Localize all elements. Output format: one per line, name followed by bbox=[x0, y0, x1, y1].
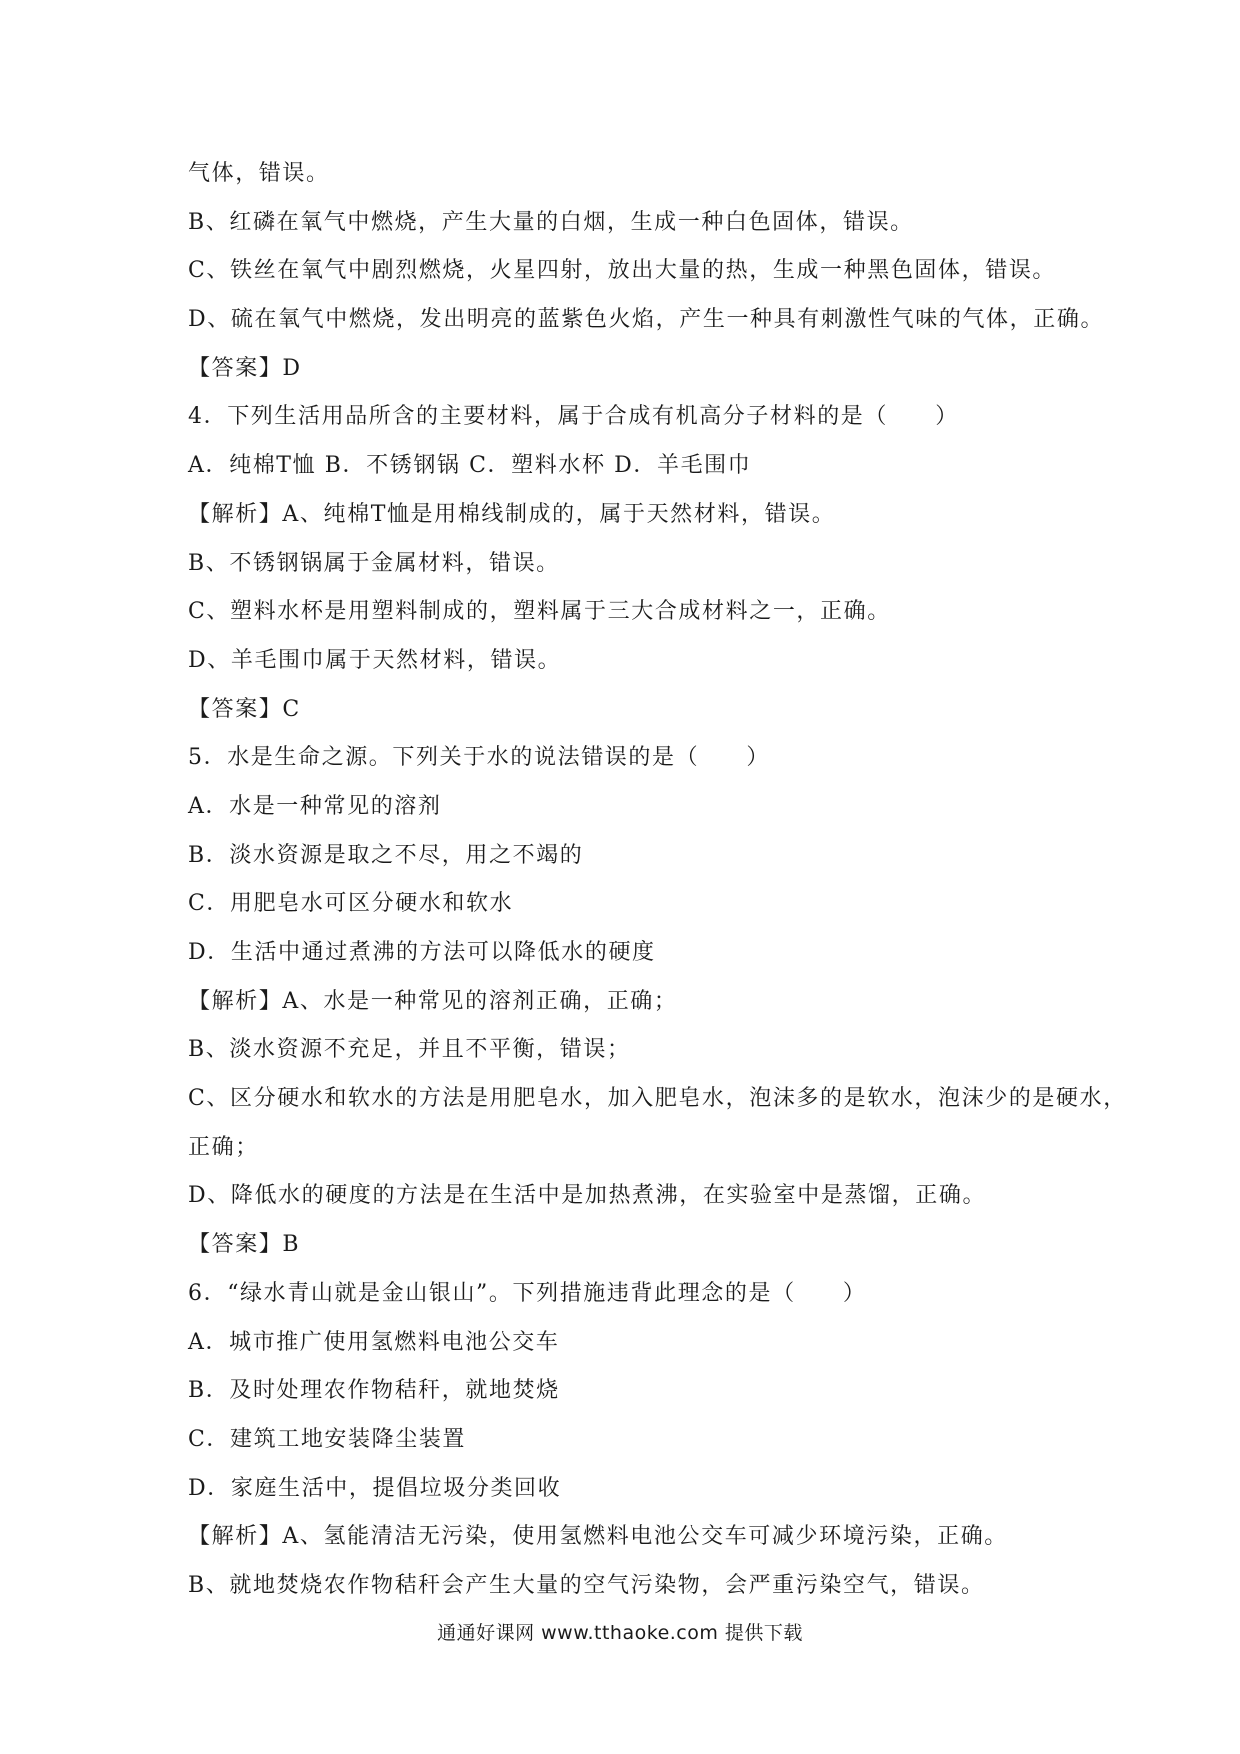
question-5-option-d: D．生活中通过煮沸的方法可以降低水的硬度 bbox=[188, 940, 656, 965]
question-4-options: A．纯棉T恤 B．不锈钢锅 C．塑料水杯 D．羊毛围巾 bbox=[188, 453, 752, 479]
analysis-line: 【解析】A、氢能清洁无污染，使用氢燃料电池公交车可减少环境污染，正确。 bbox=[188, 1524, 1008, 1550]
document-body bbox=[188, 150, 1127, 1611]
text-line: B、不锈钢锅属于金属材料，错误。 bbox=[188, 550, 560, 576]
question-6-option-a: A．城市推广使用氢燃料电池公交车 bbox=[188, 1329, 560, 1355]
text-line: 气体，错误。 bbox=[188, 161, 330, 186]
text-line: C、区分硬水和软水的方法是用肥皂水，加入肥皂水，泡沫多的是软水，泡沫少的是硬水， bbox=[188, 1086, 1127, 1112]
question-6-option-b: B．及时处理农作物秸秆，就地焚烧 bbox=[188, 1378, 560, 1404]
question-6-option-c: C．建筑工地安装降尘装置 bbox=[188, 1426, 467, 1452]
analysis-line: 【解析】A、纯棉T恤是用棉线制成的，属于天然材料，错误。 bbox=[188, 501, 836, 527]
text-line: D、硫在氧气中燃烧，发出明亮的蓝紫色火焰，产生一种具有刺激性气味的气体，正确。 bbox=[188, 307, 1105, 333]
text-line: B、就地焚烧农作物秸秆会产生大量的空气污染物，会严重污染空气，错误。 bbox=[188, 1572, 985, 1598]
text-line: C、塑料水杯是用塑料制成的，塑料属于三大合成材料之一，正确。 bbox=[188, 599, 891, 625]
question-5-option-b: B．淡水资源是取之不尽，用之不竭的 bbox=[188, 842, 584, 868]
text-line: D、降低水的硬度的方法是在生活中是加热煮沸，在实验室中是蒸馏，正确。 bbox=[188, 1183, 987, 1209]
question-6-option-d: D．家庭生活中，提倡垃圾分类回收 bbox=[188, 1475, 562, 1501]
text-line: B、淡水资源不充足，并且不平衡，错误； bbox=[188, 1037, 631, 1063]
question-6: 6．“绿水青山就是金山银山”。下列措施违背此理念的是（ ） bbox=[188, 1280, 867, 1306]
question-5: 5．水是生命之源。下列关于水的说法错误的是（ ） bbox=[188, 745, 770, 771]
answer-line: 【答案】D bbox=[188, 355, 302, 381]
question-4: 4．下列生活用品所含的主要材料，属于合成有机高分子材料的是（ ） bbox=[188, 404, 959, 430]
text-line: 正确； bbox=[188, 1134, 259, 1160]
answer-line: 【答案】C bbox=[188, 696, 301, 722]
answer-line: 【答案】B bbox=[188, 1232, 301, 1258]
analysis-line: 【解析】A、水是一种常见的溶剂正确，正确； bbox=[188, 988, 678, 1014]
question-5-option-a: A．水是一种常见的溶剂 bbox=[188, 793, 442, 819]
text-line: B、红磷在氧气中燃烧，产生大量的白烟，生成一种白色固体，错误。 bbox=[188, 209, 914, 235]
page-footer: 通通好课网 www.tthaoke.com 提供下载 bbox=[437, 1622, 803, 1644]
text-line: C、铁丝在氧气中剧烈燃烧，火星四射，放出大量的热，生成一种黑色固体，错误。 bbox=[188, 258, 1057, 284]
text-line: D、羊毛围巾属于天然材料，错误。 bbox=[188, 647, 562, 673]
question-5-option-c: C．用肥皂水可区分硬水和软水 bbox=[188, 891, 514, 917]
